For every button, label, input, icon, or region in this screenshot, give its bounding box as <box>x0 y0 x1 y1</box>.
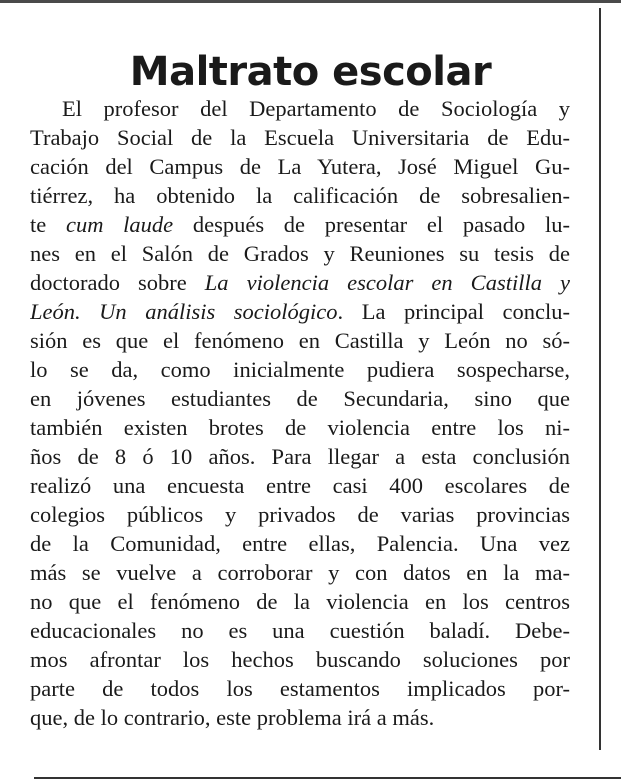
article-line <box>30 210 570 239</box>
line-text: tiérrez, ha obtenido la calificación de sobresalien- <box>30 183 570 208</box>
line-text: mos afrontar los hechos buscando soluciones por <box>30 647 570 672</box>
line-text: de la Comunidad, entre ellas, Palencia. Una vez <box>30 531 570 556</box>
line-text: lo se da, como inicialmente pudiera sospecharse, <box>30 357 570 382</box>
line-text: más se vuelve a corroborar y con datos en la ma- <box>30 560 570 585</box>
article-body <box>30 94 570 732</box>
article-line <box>30 703 570 732</box>
article-line <box>30 529 570 558</box>
line-text: El profesor del Departamento de Sociología y <box>62 96 570 121</box>
line-text: en jóvenes estudiantes de Secundaria, sino que <box>30 386 570 411</box>
article-line <box>30 268 570 297</box>
line-text: parte de todos los estamentos implicados por- <box>30 676 570 701</box>
article-headline: Maltrato escolar <box>129 49 492 95</box>
article-line <box>30 123 570 152</box>
line-text: colegios públicos y privados de varias provincias <box>30 502 570 527</box>
article-line <box>30 645 570 674</box>
column-rule <box>599 8 601 750</box>
article-line <box>30 297 570 326</box>
article-line <box>30 355 570 384</box>
article-line <box>30 587 570 616</box>
article-line <box>30 94 570 123</box>
line-text: Trabajo Social de la Escuela Universitaria de Edu- <box>30 125 570 150</box>
article-line <box>30 413 570 442</box>
line-text: ños de 8 ó 10 años. Para llegar a esta conclusión <box>30 444 570 469</box>
top-rule <box>0 0 621 3</box>
italic-text: León. Un análisis sociológico <box>30 299 338 324</box>
line-text: doctorado sobre <box>30 270 205 295</box>
article-line <box>30 674 570 703</box>
line-text: también existen brotes de violencia entre los ni- <box>30 415 570 440</box>
line-text: cación del Campus de La Yutera, José Miguel Gu- <box>30 154 570 179</box>
article-line <box>30 558 570 587</box>
line-text: realizó una encuesta entre casi 400 escolares de <box>30 473 570 498</box>
article-line <box>30 442 570 471</box>
article-line <box>30 616 570 645</box>
line-text: no que el fenómeno de la violencia en los centros <box>30 589 570 614</box>
line-text: . La principal conclu- <box>337 299 570 324</box>
article-line <box>30 471 570 500</box>
article-line <box>30 500 570 529</box>
article-line <box>30 181 570 210</box>
line-text: nes en el Salón de Grados y Reuniones su tesis de <box>30 241 570 266</box>
italic-text: cum laude <box>65 212 174 237</box>
article-line <box>30 384 570 413</box>
line-text: sión es que el fenómeno en Castilla y León no só- <box>30 328 570 353</box>
article-line <box>30 326 570 355</box>
line-text: educacionales no es una cuestión baladí. Debe- <box>30 618 570 643</box>
bottom-rule <box>34 777 621 779</box>
line-text: después de presentar el pasado lu- <box>173 212 570 237</box>
article-line <box>30 152 570 181</box>
article-line <box>30 239 570 268</box>
line-text: te <box>30 212 66 237</box>
line-text: que, de lo contrario, este problema irá a más. <box>30 705 435 730</box>
italic-text: La violencia escolar en Castilla y <box>204 270 570 295</box>
